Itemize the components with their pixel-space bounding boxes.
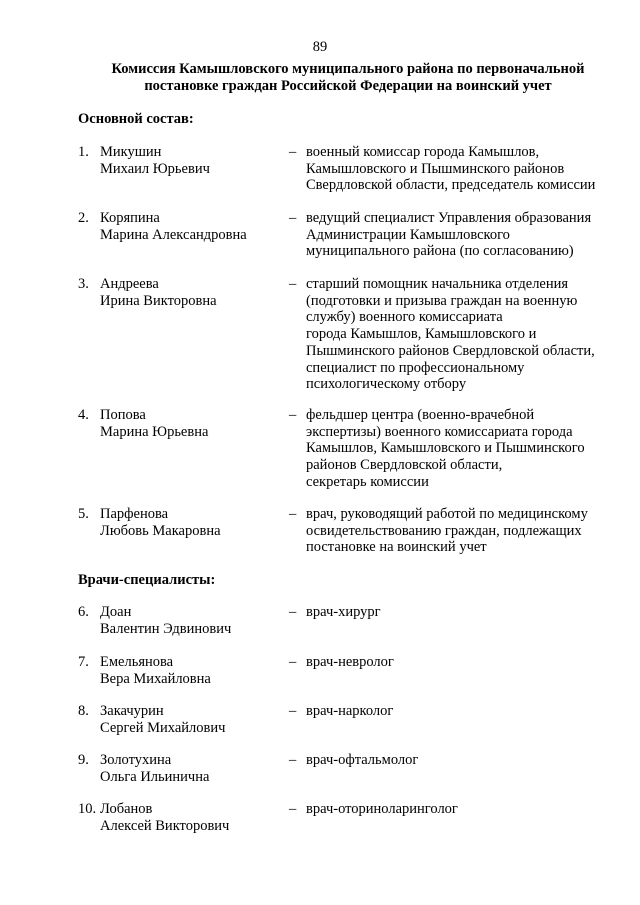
surname: Андреева [100,276,159,292]
given-names: Вера Михайловна [100,670,211,687]
role-line: города Камышлов, Камышловского и [306,326,537,343]
surname: Закачурин [100,703,164,719]
given-names: Валентин Эдвинович [100,620,232,637]
surname: Попова [100,407,146,423]
member-role [306,407,626,491]
member-number: 10. [78,801,97,817]
dash: – [289,703,297,719]
surname: Лобанов [100,801,153,817]
role-line: старший помощник начальника отделения [306,276,569,292]
dash: – [289,210,297,226]
dash: – [289,654,297,670]
role-line: Администрации Камышловского [306,226,510,243]
surname: Доан [100,604,132,620]
role-line: врач-офтальмолог [306,752,419,768]
surname: Золотухина [100,752,172,768]
title-line: постановке граждан Российской Федерации на воинский учет [144,78,552,94]
title-line: Комиссия Камышловского муниципального района по первоначальной [111,61,585,77]
role-line: районов Свердловской области, [306,457,503,474]
role-line: Свердловской области, председатель комиссии [306,177,596,194]
given-names: Сергей Михайлович [100,719,226,736]
role-line: муниципального района (по согласованию) [306,243,574,260]
role-line: освидетельствованию граждан, подлежащих [306,522,582,539]
member-name [100,654,290,687]
member-role [306,801,626,818]
role-line: врач-нарколог [306,703,394,719]
member-number: 5. [78,506,89,522]
member-name [100,801,290,834]
member-role [306,703,626,720]
member-name [100,144,290,177]
member-role [306,276,626,393]
role-line: (подготовки и призыва граждан на военную [306,292,578,309]
role-line: врач, руководящий работой по медицинскому [306,506,588,522]
role-line: фельдшер центра (военно-врачебной [306,407,535,423]
given-names: Любовь Макаровна [100,522,221,539]
member-role [306,210,626,260]
role-line: врач-хирург [306,604,381,620]
dash: – [289,144,297,160]
member-name [100,210,290,243]
given-names: Ирина Викторовна [100,292,217,309]
dash: – [289,506,297,522]
document-title [78,61,618,95]
given-names: Марина Юрьевна [100,423,209,440]
role-line: Камышлов, Камышловского и Пышминского [306,440,585,457]
member-number: 2. [78,210,89,226]
member-role [306,506,626,556]
dash: – [289,752,297,768]
given-names: Марина Александровна [100,226,247,243]
member-name [100,506,290,539]
member-role [306,752,626,769]
role-line: психологическому отбору [306,376,467,393]
surname: Парфенова [100,506,169,522]
member-role [306,144,626,194]
role-line: специалист по профессиональному [306,359,525,376]
dash: – [289,801,297,817]
member-name [100,407,290,440]
dash: – [289,407,297,423]
member-name [100,604,290,637]
member-number: 8. [78,703,89,719]
member-name [100,276,290,309]
role-line: ведущий специалист Управления образования [306,210,592,226]
member-number: 1. [78,144,89,160]
role-line: врач-невролог [306,654,394,670]
main-section-heading: Основной состав: [78,111,194,127]
surname: Микушин [100,144,162,160]
given-names: Ольга Ильинична [100,768,210,785]
role-line: секретарь комиссии [306,473,429,490]
role-line: службу) военного комиссариата [306,309,503,326]
member-role [306,654,626,671]
member-number: 6. [78,604,89,620]
page-number: 89 [312,39,328,55]
role-line: врач-оториноларинголог [306,801,458,817]
role-line: экспертизы) военного комиссариата города [306,423,573,440]
member-number: 3. [78,276,89,292]
given-names: Алексей Викторович [100,817,230,834]
dash: – [289,604,297,620]
role-line: постановке на воинский учет [306,539,487,556]
member-number: 7. [78,654,89,670]
role-line: Камышловского и Пышминского районов [306,160,565,177]
surname: Емельянова [100,654,174,670]
given-names: Михаил Юрьевич [100,160,210,177]
surname: Коряпина [100,210,160,226]
member-name [100,703,290,736]
member-number: 9. [78,752,89,768]
role-line: Пышминского районов Свердловской области, [306,342,595,359]
specialists-heading: Врачи-специалисты: [78,572,216,588]
dash: – [289,276,297,292]
member-role [306,604,626,621]
member-number: 4. [78,407,89,423]
member-name [100,752,290,785]
role-line: военный комиссар города Камышлов, [306,144,540,160]
